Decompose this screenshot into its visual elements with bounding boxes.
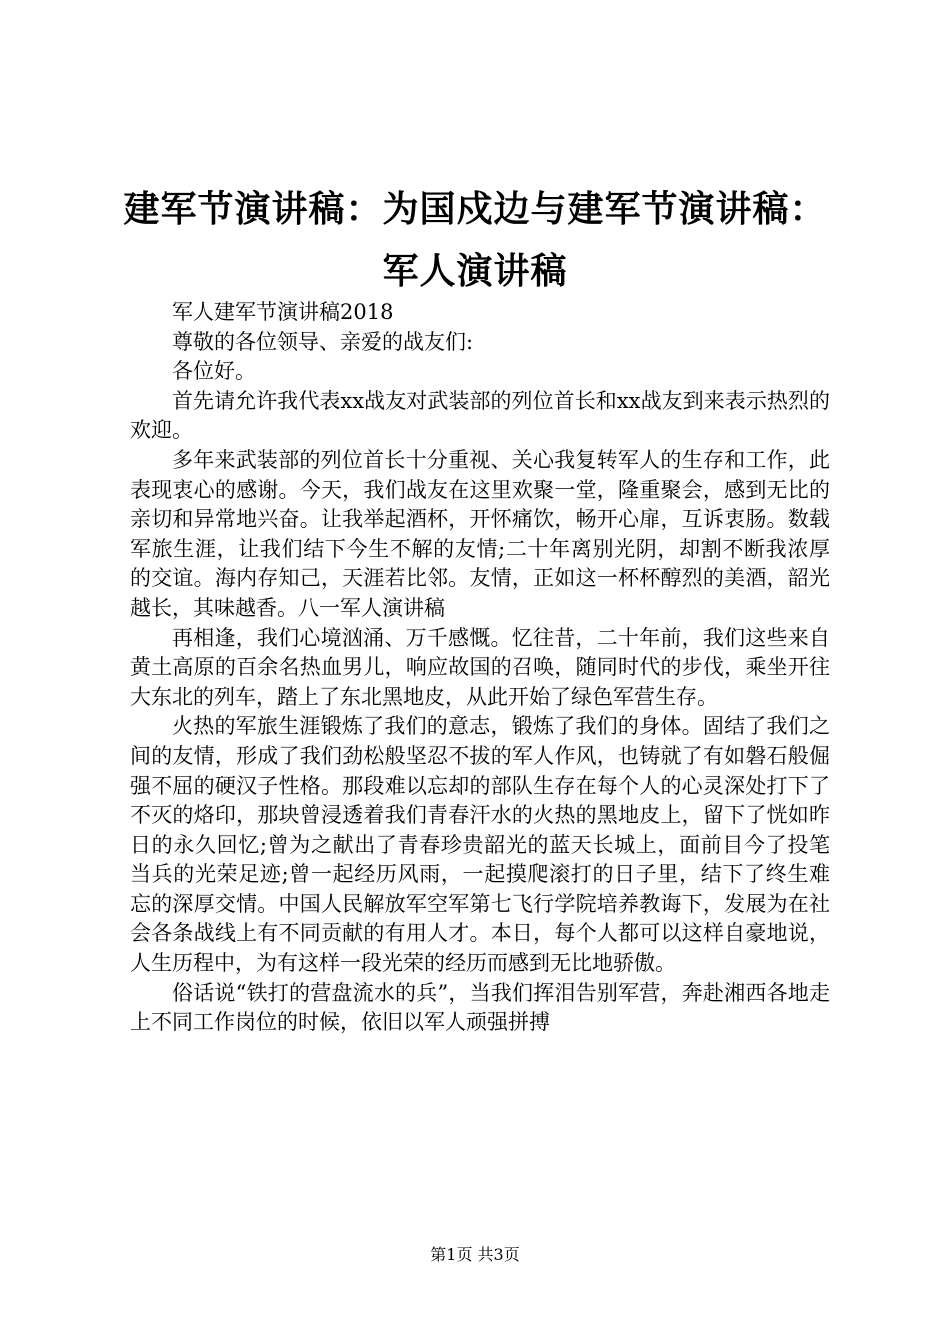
paragraph-greeting: 各位好。 [172, 359, 256, 384]
paragraph-body: 火热的军旅生涯锻炼了我们的意志，锻炼了我们的身体。固结了我们之间的友情，形成了我们劲松般坚忍不拔的军人作风，也铸就了有如磐石般倔强不屈的硬汉子性格。那段难以忘却的部队生存在每个人的心灵深处打下了不灭的烙印，那块曾浸透着我们青春汗水的火热的黑地皮上，留下了恍如昨日的永久回忆;曾为之献出了青春珍贵韶光的蓝天长城上，面前目今了投笔当兵的光荣足迹;曾一起经历风雨，一起摸爬滚打的日子里，结下了终生难忘的深厚交情。中国人民解放军空军第七飞行学院培养教诲下，发展为在社会各条战线上有不同贡献的有用人才。本日，每个人都可以这样自豪地说，人生历程中，为有这样一段光荣的经历而感到无比地骄傲。 [130, 714, 830, 976]
paragraph-heading-line: 军人建军节演讲稿2018 [172, 300, 394, 324]
paragraph-body: 多年来武装部的列位首长十分重视、关心我复转军人的生存和工作，此表现衷心的感谢。今天，我们战友在这里欢聚一堂，隆重聚会，感到无比的亲切和异常地兴奋。让我举起酒杯，开怀痛饮，畅开心扉，互诉衷肠。数载军旅生涯，让我们结下今生不解的友情;二十年离别光阴，却割不断我浓厚的交谊。海内存知己，天涯若比邻。友情，正如这一杯杯醇烈的美酒，韶光越长，其味越香。八一军人演讲稿 [130, 447, 830, 620]
paragraph-salutation: 尊敬的各位领导、亲爱的战友们: [172, 329, 474, 354]
document-title: 建军节演讲稿：为国戍边与建军节演讲稿：军人演讲稿 [123, 188, 827, 292]
paragraph-body: 再相逢，我们心境汹涌、万千感慨。忆往昔，二十年前，我们这些来自黄土高原的百余名热血男儿，响应故国的召唤，随同时代的步伐，乘坐开往大东北的列车，踏上了东北黑地皮，从此开始了绿色军营生存。 [130, 625, 830, 709]
paragraph-welcome: 首先请允许我代表xx战友对武装部的列位首长和xx战友到来表示热烈的欢迎。 [130, 388, 830, 443]
page-footer: 第1页 共3页 [430, 1245, 520, 1264]
paragraph-body: 俗话说“铁打的营盘流水的兵”，当我们挥泪告别军营，奔赴湘西各地走上不同工作岗位的时候，依旧以军人顽强拼搏 [130, 980, 830, 1035]
document-body [130, 298, 830, 1038]
